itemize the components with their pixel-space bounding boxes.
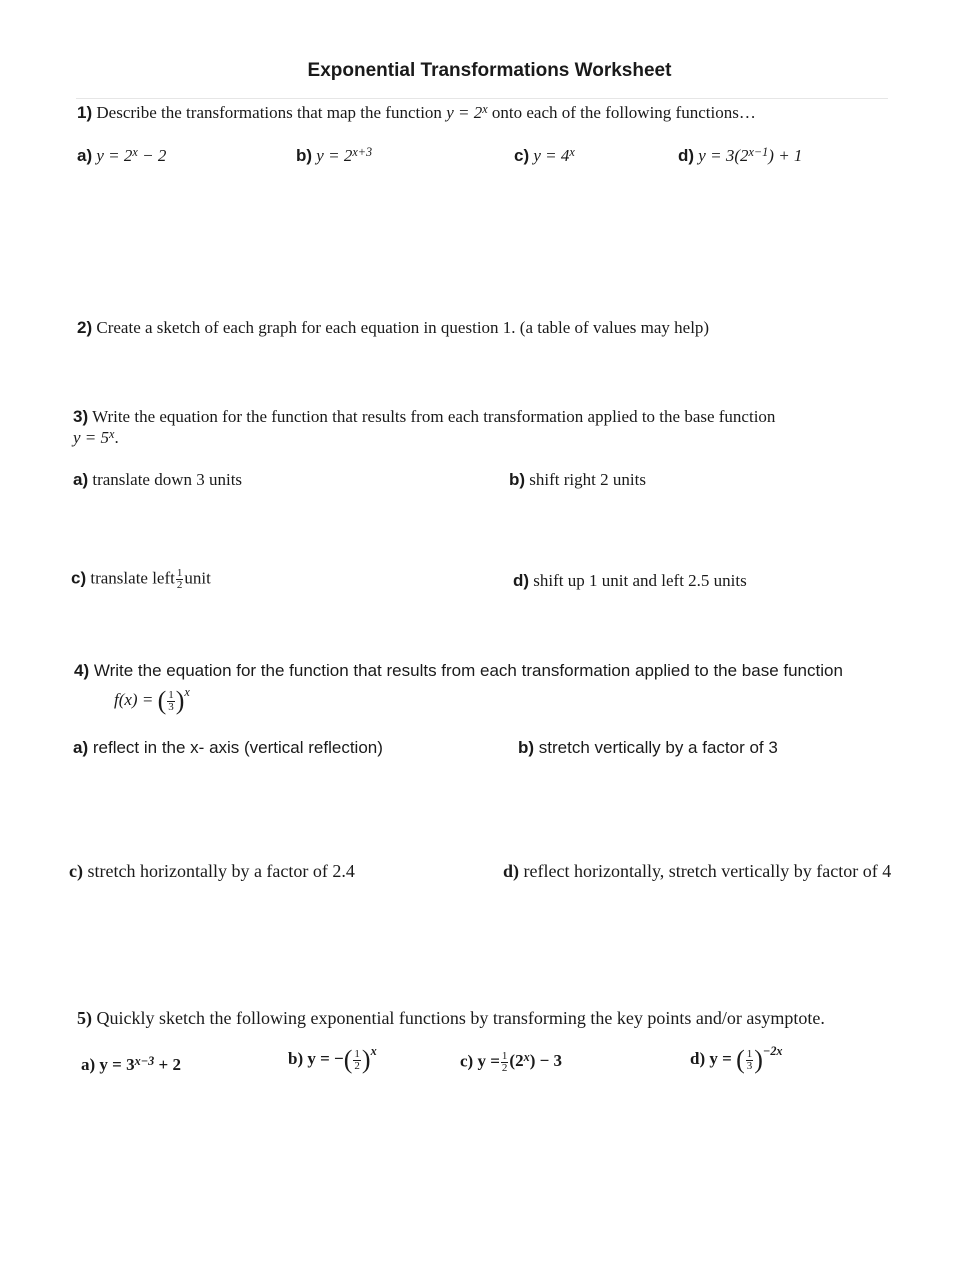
title-divider <box>76 98 888 99</box>
question-number: 3) <box>73 407 89 426</box>
q3-item-a: a) translate down 3 units <box>73 470 243 489</box>
q5-item-c: c) y = $\frac{1}{2}$ $(2^x) - 3$ <box>460 1049 563 1074</box>
question-text: Quickly sketch the following exponential functions by transforming the key points and/or asymptote. <box>96 1008 825 1028</box>
question-text: Write the equation for the function that results from each transformation applied to the base function <box>92 407 776 426</box>
q1-item-c: c) $y = 4^x$ <box>514 144 575 165</box>
q5-item-a: a) $y = 3^{x-3} + 2$ <box>81 1053 181 1074</box>
q4-item-c: c) stretch horizontally by a factor of 2.4 <box>69 861 355 881</box>
question-1 <box>77 103 756 123</box>
question-number: 4) <box>74 661 90 680</box>
q5-item-d: d) y = ( $\frac{1}{3}$ )$^{-2x}$ <box>690 1043 783 1074</box>
q1-item-b: b) $y = 2^{x+3}$ <box>296 144 373 165</box>
question-3 <box>73 407 775 427</box>
q4-item-d: d) reflect horizontally, stretch vertically by factor of 4 <box>503 861 892 881</box>
question-4 <box>74 661 843 681</box>
question-text: Write the equation for the function that results from each transformation applied to the base function <box>93 661 843 680</box>
page-title: Exponential Transformations Worksheet <box>307 60 672 81</box>
q3-item-d: d) shift up 1 unit and left 2.5 units <box>513 571 747 590</box>
fraction: $\frac{1}{2}$ <box>176 567 183 591</box>
q3-item-c: c) translate left $\frac{1}{2}$ unit <box>71 567 211 591</box>
q4-item-a: a) reflect in the x- axis (vertical reflection) <box>73 738 383 757</box>
question-text-end: onto each of the following functions… <box>491 103 756 122</box>
q1-item-a: a) $y = 2^x - 2$ <box>77 144 167 165</box>
question-5 <box>77 1008 825 1029</box>
question-number: 1) <box>77 103 93 122</box>
base-function: $y = 2^x$ <box>446 101 488 122</box>
q3-item-b: b) shift right 2 units <box>509 470 646 489</box>
question-number: 5) <box>77 1008 92 1028</box>
question-number: 2) <box>77 318 93 337</box>
q4-base-function: f(x) = ( $\frac{1}{3}$ )$^x$ <box>114 684 190 715</box>
q5-item-b: b) y = −( $\frac{1}{2}$ )$^x$ <box>288 1043 377 1074</box>
question-text: Describe the transformations that map the function <box>96 103 442 122</box>
question-text: Create a sketch of each graph for each equation in question 1. (a table of values may help) <box>96 318 710 337</box>
question-2 <box>77 318 709 338</box>
q4-item-b: b) stretch vertically by a factor of 3 <box>518 738 778 757</box>
q1-item-d: d) $y = 3(2^{x-1}) + 1$ <box>678 144 803 165</box>
q3-base-function: $y = 5^x$. <box>73 426 119 447</box>
